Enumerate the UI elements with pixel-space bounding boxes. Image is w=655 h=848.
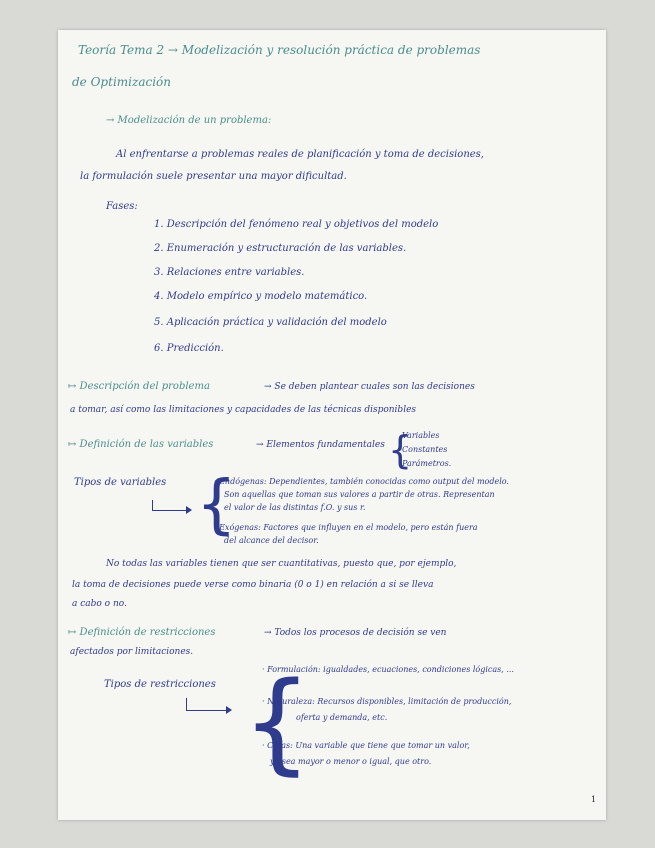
tipos-restricciones-arrow [186, 698, 229, 711]
tipos-restricciones-label: Tipos de restricciones [104, 679, 216, 690]
tipos-variables-arrow [152, 500, 189, 511]
endogenas-line3: el valor de las distintas f.O. y sus r. [224, 503, 366, 512]
definicion-restricciones-label: ↦ Definición de restricciones [68, 627, 216, 638]
descripcion-line1: → Se deben plantear cuales son las decisiones [264, 382, 475, 392]
intro-line2: la formulación suele presentar una mayor dificultad. [80, 171, 347, 182]
fase-1: 1. Descripción del fenómeno real y objetivos del modelo [154, 219, 439, 230]
nota-line1: No todas las variables tienen que ser cuantitativas, puesto que, por ejemplo, [106, 559, 457, 569]
naturaleza-line2: oferta y demanda, etc. [296, 713, 388, 722]
elemento-constantes: Constantes [402, 445, 448, 454]
nota-line3: a cabo o no. [72, 599, 127, 609]
elemento-parametros: Parámetros. [402, 459, 452, 468]
endogenas-line2: Son aquellas que toman sus valores a partir de otras. Representan [224, 490, 495, 499]
exogenas-line1: · Exógenas: Factores que influyen en el modelo, pero están fuera [214, 523, 478, 532]
cotas-line1: · Cotas: Una variable que tiene que tomar un valor, [262, 741, 470, 750]
fase-3: 3. Relaciones entre variables. [154, 267, 305, 278]
naturaleza-line1: · Naturaleza: Recursos disponibles, limitación de producción, [262, 697, 512, 706]
descripcion-label: ↦ Descripción del problema [68, 381, 210, 392]
definicion-restricciones-line2: afectados por limitaciones. [70, 647, 194, 657]
formulacion-line: · Formulación: igualdades, ecuaciones, condiciones lógicas, ... [262, 665, 514, 674]
nota-line2: la toma de decisiones puede verse como binaria (0 o 1) en relación a si se lleva [72, 580, 434, 590]
fase-6: 6. Predicción. [154, 343, 224, 354]
arrowhead-icon [226, 706, 232, 714]
elementos-brace: { [388, 428, 413, 472]
page-title-line2: de Optimización [72, 75, 171, 89]
page-title-line1: Teoría Tema 2 → Modelización y resolución práctica de problemas [78, 43, 481, 57]
fase-5: 5. Aplicación práctica y validación del modelo [154, 317, 387, 328]
section-modelizacion: → Modelización de un problema: [106, 115, 272, 126]
fase-4: 4. Modelo empírico y modelo matemático. [154, 291, 368, 302]
cotas-line2: ya sea mayor o menor o igual, que otro. [270, 757, 432, 766]
fases-label: Fases: [106, 201, 138, 212]
fase-2: 2. Enumeración y estructuración de las variables. [154, 243, 407, 254]
endogenas-line1: · Endógenas: Dependientes, también conocidas como output del modelo. [214, 477, 509, 486]
tipos-restricciones-brace: { [242, 658, 312, 786]
definicion-variables-label: ↦ Definición de las variables [68, 439, 214, 450]
elemento-variables: Variables [402, 431, 440, 440]
tipos-variables-label: Tipos de variables [74, 477, 167, 488]
descripcion-line2: a tomar, así como las limitaciones y capacidades de las técnicas disponibles [70, 405, 417, 415]
arrowhead-icon [186, 506, 192, 514]
page-number: 1 [591, 795, 597, 804]
intro-line1: Al enfrentarse a problemas reales de planificación y toma de decisiones, [116, 149, 484, 160]
tipos-variables-brace: { [196, 468, 237, 542]
notebook-page [58, 30, 606, 820]
definicion-variables-text: → Elementos fundamentales [256, 440, 385, 450]
exogenas-line2: del alcance del decisor. [224, 536, 319, 545]
definicion-restricciones-line1: → Todos los procesos de decisión se ven [264, 628, 447, 638]
